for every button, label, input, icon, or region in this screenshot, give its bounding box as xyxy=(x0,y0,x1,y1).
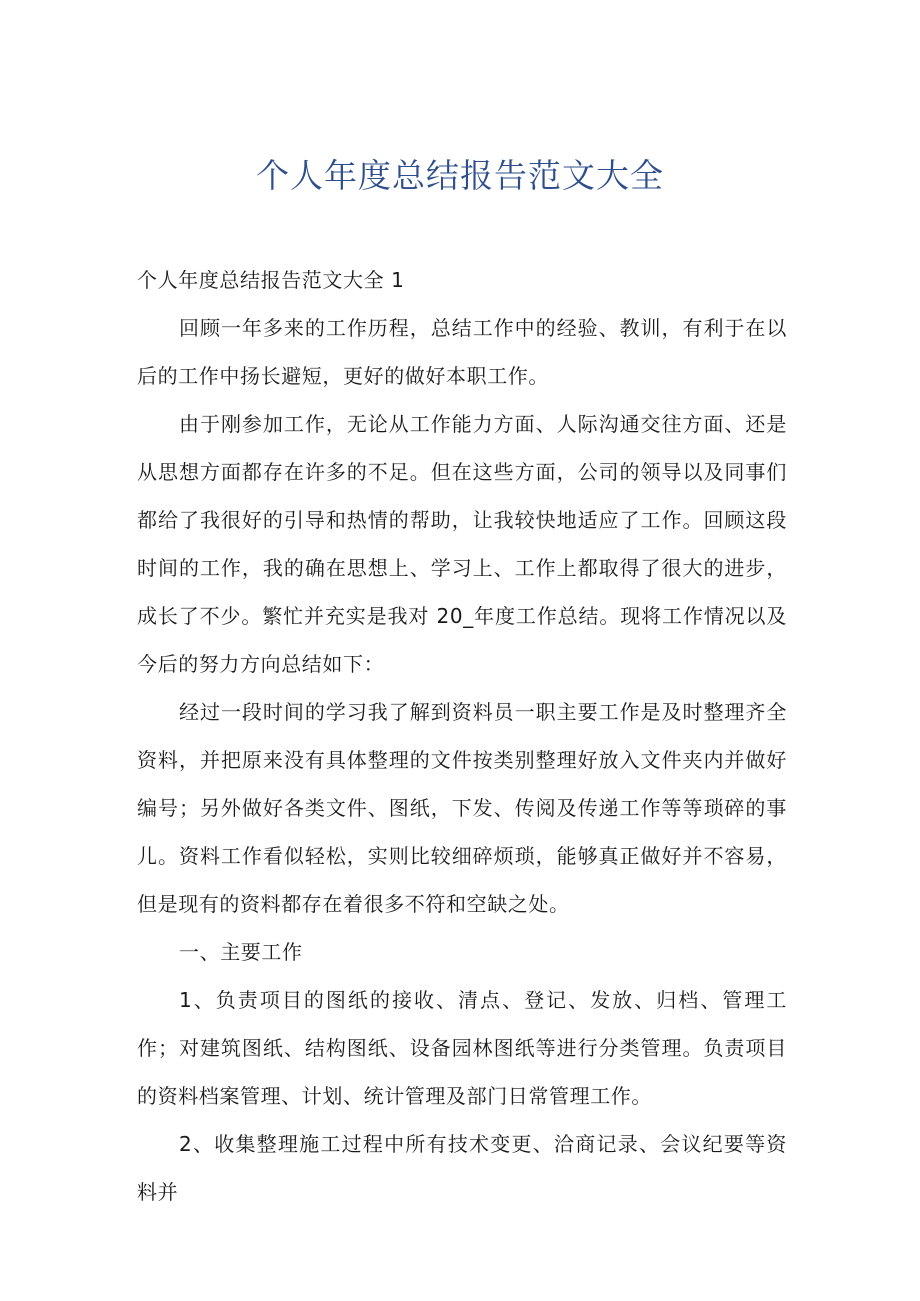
paragraph: 2、收集整理施工过程中所有技术变更、洽商记录、会议纪要等资料并 xyxy=(137,1132,787,1204)
section-heading: 个人年度总结报告范文大全 1 xyxy=(137,268,405,292)
paragraph: 回顾一年多来的工作历程，总结工作中的经验、教训，有利于在以后的工作中扬长避短，更好的做好本职工作。 xyxy=(137,316,787,388)
paragraph: 经过一段时间的学习我了解到资料员一职主要工作是及时整理齐全资料，并把原来没有具体整理的文件按类别整理好放入文件夹内并做好编号；另外做好各类文件、图纸，下发、传阅及传递工作等等琐碎的事儿。资料工作看似轻松，实则比较细碎烦琐，能够真正做好并不容易，但是现有的资料都存在着很多不符和空缺之处。 xyxy=(137,700,787,916)
document-body xyxy=(137,256,787,1216)
subsection-heading: 一、主要工作 xyxy=(179,940,303,964)
paragraph: 1、负责项目的图纸的接收、清点、登记、发放、归档、管理工作；对建筑图纸、结构图纸、设备园林图纸等进行分类管理。负责项目的资料档案管理、计划、统计管理及部门日常管理工作。 xyxy=(137,988,787,1108)
paragraph: 由于刚参加工作，无论从工作能力方面、人际沟通交往方面、还是从思想方面都存在许多的不足。但在这些方面，公司的领导以及同事们都给了我很好的引导和热情的帮助，让我较快地适应了工作。回顾这段时间的工作，我的确在思想上、学习上、工作上都取得了很大的进步，成长了不少。繁忙并充实是我对 20_年度工作总结。现将工作情况以及今后的努力方向总结如下： xyxy=(137,412,787,676)
document-title: 个人年度总结报告范文大全 xyxy=(256,156,664,195)
